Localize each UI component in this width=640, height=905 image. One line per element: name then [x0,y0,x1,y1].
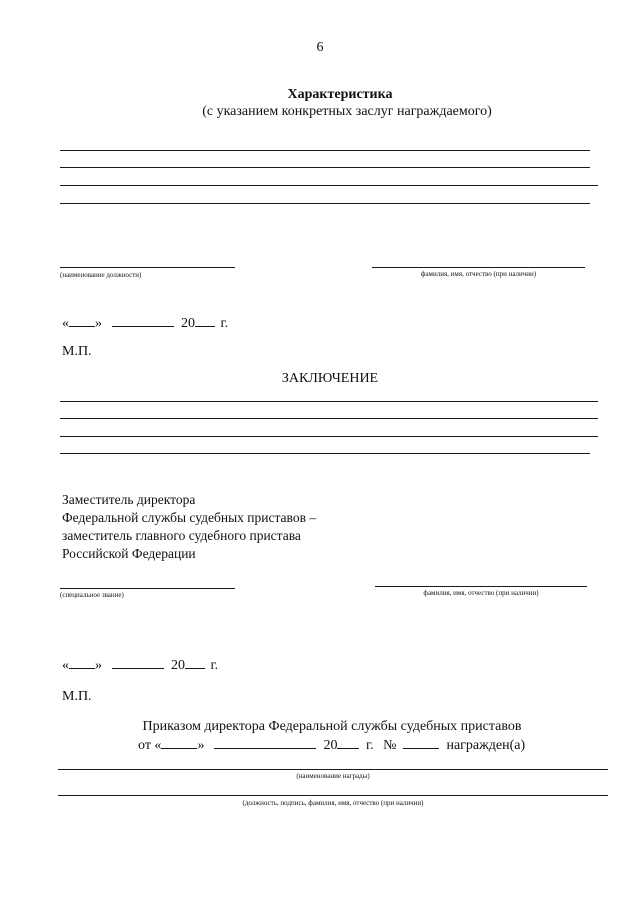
characteristic-line-2 [60,167,590,168]
rank-line [60,588,235,589]
signer-line-2: Федеральной службы судебных приставов – [62,510,317,525]
fio-line [372,267,585,268]
award-caption: (наименование награды) [296,772,370,780]
year-suffix: г. [220,316,229,331]
fio-caption: фамилия, имя, отчество (при наличии) [420,270,537,278]
month-blank [112,315,174,327]
characteristic-line-4 [60,203,590,204]
order-line-1: Приказом директора Федеральной службы судебных приставов [142,719,522,734]
year-blank [195,315,215,327]
date-open-quote: « [62,316,69,331]
conclusion-line-2 [60,418,598,419]
date-open-quote: « [62,658,69,673]
order-awarded: награжден(а) [446,738,526,753]
year-suffix: г. [210,658,219,673]
order-number-sign: № [383,738,397,753]
year-prefix: 20 [181,316,195,331]
conclusion-line-3 [60,436,598,437]
characteristic-subtitle: (с указанием конкретных заслуг награждаемого) [202,104,492,119]
signature-line [58,795,608,796]
year-blank [185,657,205,669]
order-month-blank [214,737,316,749]
characteristic-line-1 [60,150,590,151]
order-year-blank [337,737,359,749]
day-blank [69,315,95,327]
day-blank [69,657,95,669]
conclusion-date [62,657,218,674]
order-year-suffix: г. [365,738,374,753]
characteristic-date [62,315,228,332]
conclusion-line-4 [60,453,590,454]
signer-line-1: Заместитель директора [62,492,196,507]
rank-caption: (специальное звание) [60,591,124,599]
month-blank [112,657,164,669]
order-year-prefix: 20 [323,738,338,753]
page-number: 6 [316,40,324,55]
stamp-mark: М.П. [62,689,92,704]
order-from-label: от « [138,738,162,753]
conclusion-title: ЗАКЛЮЧЕНИЕ [281,371,379,386]
conclusion-fio-line [375,586,587,587]
signer-line-3: заместитель главного судебного пристава [62,528,301,543]
signer-line-4: Российской Федерации [62,546,196,561]
date-close-quote: » [95,658,102,673]
order-line-2 [138,737,525,754]
award-line [58,769,608,770]
stamp-mark: М.П. [62,344,92,359]
position-line [60,267,235,268]
year-prefix: 20 [171,658,185,673]
characteristic-title: Характеристика [287,87,393,102]
characteristic-line-3 [60,185,598,186]
order-number-blank [403,737,439,749]
order-day-blank [161,737,197,749]
conclusion-line-1 [60,401,598,402]
position-caption: (наименование должности) [60,271,142,279]
conclusion-fio-caption: фамилия, имя, отчество (при наличии) [423,589,539,597]
date-close-quote: » [95,316,102,331]
order-close-quote: » [197,738,205,753]
signature-caption: (должность, подпись, фамилия, имя, отчество (при наличии) [242,799,424,807]
